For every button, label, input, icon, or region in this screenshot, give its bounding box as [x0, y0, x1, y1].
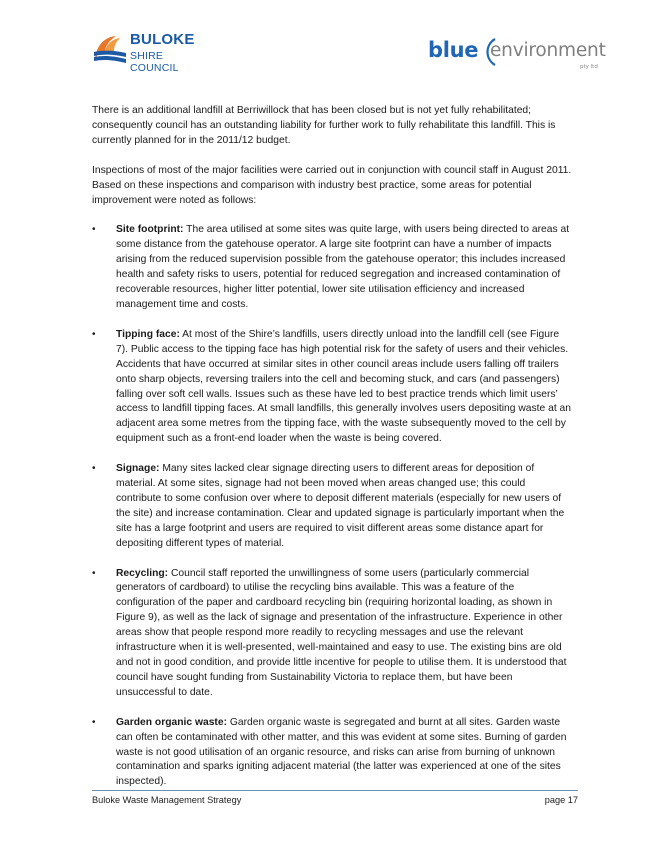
buloke-shire-council-logo — [92, 30, 202, 74]
intro-paragraph-1: There is an additional landfill at Berriwillock that has been closed but is not yet fully rehabilitated; consequently council has an outstanding liability for further work to fully rehabilitate this landfill. This is currently planned for in the 2011/12 budget. — [92, 105, 556, 146]
page-body — [92, 104, 572, 805]
bullet-icon: • — [92, 463, 96, 475]
blue-logo-word-blue: blue — [428, 38, 479, 62]
buloke-logo-name: BULOKE — [130, 31, 195, 48]
list-item-signage — [92, 462, 572, 551]
list-item-term: Site footprint: — [116, 224, 184, 236]
list-item-text: Council staff reported the unwillingness of some users (particularly commercial generators of cardboard) to utilise the recycling bins available. This was a feature of the configuration of the paper and cardboard recycling bin (requiring horizontal loading, as shown in Figure 9), as well as the lack of signage and presentation of the infrastructure. Experience in other areas show that people respond more readily to recycling messages and use the relevant infrastructure when it is well-presented, well-maintained and easy to use. The existing bins are old and not in good condition, and provide little incentive for people to utilise them. It is understood that council have sought funding from Sustainability Victoria to replace them, but have been unsuccessful to date. — [116, 567, 567, 698]
list-item-text: Many sites lacked clear signage directing users to different areas for deposition of material. At some sites, signage had not been moved when areas changed use; this could contribute to some confusion over where to deposit different materials (especially for new users of the site) and increase contamination. Clear and updated signage is particularly important when the site has a large footprint and users are required to visit different areas some distance apart for depositing different types of material. — [116, 463, 565, 549]
blue-logo-suffix: pty ltd — [580, 64, 598, 70]
list-item-term: Garden organic waste: — [116, 716, 228, 728]
blue-logo-word-environment: environment — [490, 40, 606, 61]
buloke-logo-mark-icon — [92, 30, 128, 66]
list-item-garden-organic-waste — [92, 716, 572, 791]
bullet-icon: • — [92, 224, 96, 236]
list-item-term: Signage: — [116, 463, 160, 475]
list-item-term: Tipping face: — [116, 328, 180, 340]
list-item-term: Recycling: — [116, 567, 169, 579]
list-item-text: At most of the Shire’s landfills, users directly unload into the landfill cell (see Figure 7). Public access to the tipping face has high potential risk for the safety of users and their vehicles. Accidents that have occurred at similar sites in other council areas include users falling off trailers onto sharp objects, reversing trailers into the cell and becoming stuck, and cars (and passengers) falling over soft cell walls. Issues such as these have led to best practice trends which limit users’ access to landfill tipping faces. At small landfills, this generally involves users depositing waste at an adjacent area some metres from the tipping face, with the waste subsequently moved to the cell by equipment such as a front-end loader when the waste is being covered. — [116, 328, 572, 445]
improvement-list — [92, 223, 572, 790]
bullet-icon: • — [92, 328, 96, 340]
list-item-site-footprint — [92, 223, 572, 312]
footer-document-title: Buloke Waste Management Strategy — [92, 795, 242, 805]
footer-page-number: page 17 — [544, 795, 578, 805]
list-item-text: The area utilised at some sites was quite large, with users being directed to areas at some distance from the gatehouse operator. A large site footprint can have a number of impacts arising from the reduced supervision possible from the gatehouse operator; this includes increased health and safety risks to users, potential for reduced segregation and increased contamination of recoverable resources, higher litter potential, lower site utilisation efficiency and increased management time and costs. — [116, 224, 570, 310]
buloke-logo-subtitle: SHIRE COUNCIL — [130, 50, 179, 74]
blue-environment-logo — [428, 38, 608, 74]
list-item-tipping-face — [92, 328, 572, 447]
bullet-icon: • — [92, 716, 96, 728]
footer-divider — [92, 790, 578, 791]
bullet-icon: • — [92, 567, 96, 579]
intro-paragraph-2: Inspections of most of the major facilities were carried out in conjunction with council staff in August 2011. Based on these inspections and comparison with industry best practice, some areas for potential improvement were noted as follows: — [92, 164, 572, 206]
list-item-recycling — [92, 567, 572, 701]
list-item-text: Garden organic waste is segregated and burnt at all sites. Garden waste can often be contaminated with other matter, and this was evident at some sites. Burning of garden waste is not good utilisation of an organic resource, and risks can arise from burning of unknown contamination and sparks igniting adjacent material (the latter was experienced at one of the sites inspected). — [116, 716, 567, 788]
